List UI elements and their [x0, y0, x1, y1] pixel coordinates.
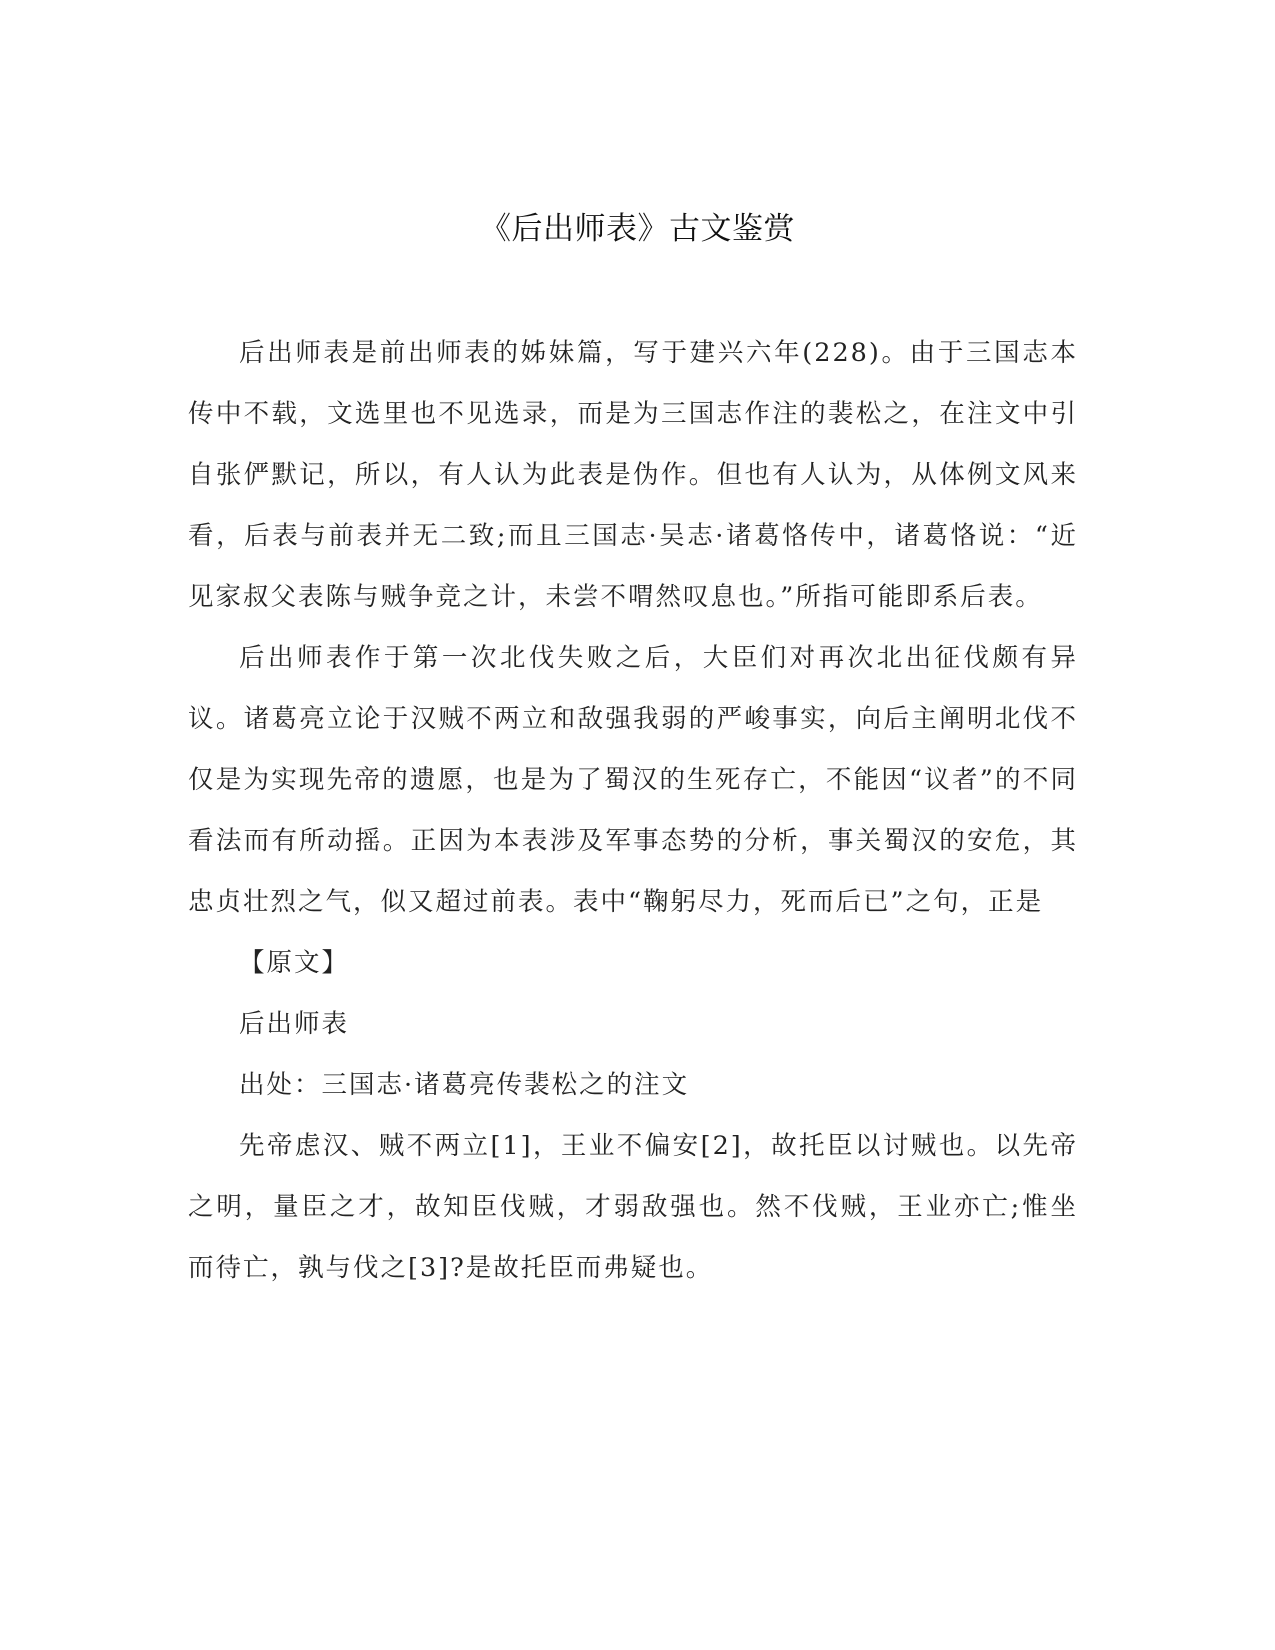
- paragraph-background: 后出师表作于第一次北伐失败之后，大臣们对再次北出征伐颇有异议。诸葛亮立论于汉贼不两立和敌强我弱的严峻事实，向后主阐明北伐不仅是为实现先帝的遗愿，也是为了蜀汉的生死存亡，不能因“议者”的不同看法而有所动摇。正因为本表涉及军事态势的分析，事关蜀汉的安危，其忠贞壮烈之气，似又超过前表。表中“鞠躬尽力，死而后已”之句，正是: [188, 643, 1078, 917]
- document-title: 《后出师表》古文鉴赏: [480, 211, 795, 247]
- section-heading-original-text: 【原文】: [239, 948, 350, 978]
- paragraph-intro: 后出师表是前出师表的姊妹篇，写于建兴六年(228)。由于三国志本传中不载，文选里也不见选录，而是为三国志作注的裴松之，在注文中引自张俨默记，所以，有人认为此表是伪作。但也有人认为，从体例文风来看，后表与前表并无二致;而且三国志·吴志·诸葛恪传中，诸葛恪说：“近见家叔父表陈与贼争竞之计，未尝不喟然叹息也。”所指可能即系后表。: [188, 338, 1078, 612]
- original-text-paragraph: 先帝虑汉、贼不两立[1]，王业不偏安[2]，故托臣以讨贼也。以先帝之明，量臣之才，故知臣伐贼，才弱敌强也。然不伐贼，王业亦亡;惟坐而待亡，孰与伐之[3]?是故托臣而弗疑也。: [188, 1131, 1078, 1283]
- document-body: [188, 323, 1078, 1299]
- original-text-title: 后出师表: [239, 1009, 350, 1039]
- source-line: 出处：三国志·诸葛亮传裴松之的注文: [239, 1070, 690, 1100]
